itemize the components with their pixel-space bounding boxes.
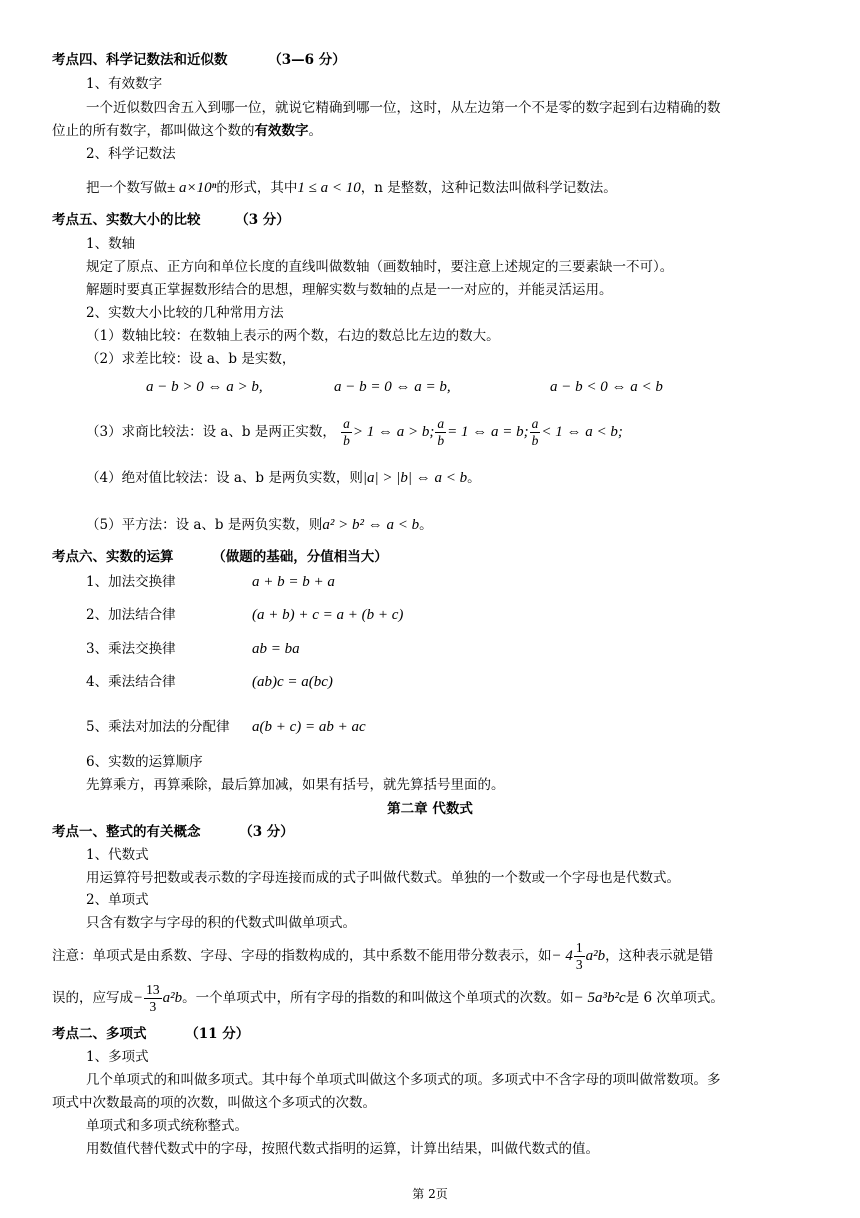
numerator: a xyxy=(343,416,350,431)
section-heading-ch2-2 xyxy=(52,1024,249,1044)
section-score: （3 分） xyxy=(239,824,294,840)
text-run: 。 xyxy=(419,517,433,533)
paragraph-line: 用运算符号把数或表示数的字母连接而成的式子叫做代数式。单独的一个数或一个字母也是代数式。 xyxy=(86,870,680,886)
law-name: 5、乘法对加法的分配律 xyxy=(86,719,230,735)
paragraph-line xyxy=(86,178,617,198)
method-line: （1）数轴比较：在数轴上表示的两个数，右边的数总比左边的数大。 xyxy=(86,328,500,344)
paragraph-line: 规定了原点、正方向和单位长度的直线叫做数轴（画数轴时，要注意上述规定的三要素缺一不可）。 xyxy=(86,259,674,275)
text-run: 注意：单项式是由系数、字母、字母的指数构成的，其中系数不能用带分数表示，如 xyxy=(52,948,552,964)
item-heading: 1、代数式 xyxy=(86,847,149,863)
text-run: 。 xyxy=(308,123,322,139)
text-run: 误的，应写成 xyxy=(52,990,133,1006)
method-line xyxy=(86,468,481,488)
item-heading: 2、科学记数法 xyxy=(86,146,176,162)
text-run: （5）平方法：设 a、b 是两负实数，则 xyxy=(86,517,323,533)
law-name: 3、乘法交换律 xyxy=(86,641,176,657)
text-run: 的形式，其中 xyxy=(216,180,298,196)
law-name: 1、加法交换律 xyxy=(86,574,176,590)
text-run: 位止的所有数字，都叫做这个数的 xyxy=(52,123,255,139)
denominator: 3 xyxy=(575,957,583,972)
method-line xyxy=(86,515,433,535)
denominator: 3 xyxy=(149,999,157,1014)
math-expr: − xyxy=(133,990,144,1006)
text-run: 是 6 次单项式。 xyxy=(625,990,724,1006)
numerator: a xyxy=(437,416,445,431)
math-expr: a − b < 0 ⇔ a < b xyxy=(550,379,663,395)
section-score: （3 分） xyxy=(235,212,290,228)
section-title: 考点四、科学记数法和近似数 xyxy=(52,52,228,68)
law-formula: (a + b) + c = a + (b + c) xyxy=(252,607,404,623)
fraction xyxy=(574,940,585,973)
item-heading: 1、数轴 xyxy=(86,236,136,252)
law-formula: ab = ba xyxy=(252,641,300,657)
numerator: a xyxy=(531,416,539,431)
law-formula: (ab)c = a(bc) xyxy=(252,674,333,690)
math-expr: a² > b² ⇔ a < b xyxy=(322,517,420,533)
section-score: （11 分） xyxy=(185,1026,250,1042)
math-expr: > 1 ⇔ a > b; xyxy=(352,424,435,440)
section-heading-6 xyxy=(52,547,388,567)
section-title: 考点五、实数大小的比较 xyxy=(52,212,201,228)
fraction xyxy=(144,982,162,1015)
math-expr: a²b xyxy=(162,990,183,1006)
paragraph-line: 项式中次数最高的项的次数，叫做这个多项式的次数。 xyxy=(52,1095,376,1111)
section-title: 考点二、多项式 xyxy=(52,1026,147,1042)
paragraph-line: 几个单项式的和叫做多项式。其中每个单项式叫做这个多项式的项。多项式中不含字母的项叫做常数项。多 xyxy=(86,1072,721,1088)
denominator: b xyxy=(437,433,445,448)
math-expr: = 1 ⇔ a = b; xyxy=(447,424,529,440)
paragraph-line xyxy=(52,121,322,141)
denominator: b xyxy=(343,433,350,448)
note-line xyxy=(52,938,713,974)
text-run: 。一个单项式中，所有字母的指数的和叫做这个单项式的次数。如 xyxy=(182,990,574,1006)
bold-term: 有效数字 xyxy=(254,123,309,139)
section-heading-5 xyxy=(52,210,290,230)
math-expr: − 5a³b²c xyxy=(573,990,626,1006)
section-score: （做题的基础，分值相当大） xyxy=(212,549,388,565)
chapter-heading: 第二章 代数式 xyxy=(387,801,473,817)
paragraph-line: 先算乘方，再算乘除，最后算加减，如果有括号，就先算括号里面的。 xyxy=(86,777,505,793)
text-run: ，n 是整数，这种记数法叫做科学记数法。 xyxy=(360,180,617,196)
math-expr: 1 ≤ a < 10 xyxy=(297,180,361,196)
text-run: 。 xyxy=(467,470,481,486)
method-line xyxy=(86,414,623,450)
page-number: 第 2页 xyxy=(412,1187,448,1201)
math-expr: ± a×10ⁿ xyxy=(167,180,217,196)
method-line: （2）求差比较：设 a、b 是实数， xyxy=(86,351,296,367)
section-heading-4 xyxy=(52,50,346,70)
section-title: 考点一、整式的有关概念 xyxy=(52,824,201,840)
math-expr: a − b > 0 ⇔ a > b, xyxy=(146,379,263,395)
math-expr: < 1 ⇔ a < b; xyxy=(541,424,623,440)
section-score: （3—6 分） xyxy=(268,52,346,68)
math-expr: − 4 xyxy=(551,948,573,964)
item-heading: 1、有效数字 xyxy=(86,76,163,92)
item-heading: 2、单项式 xyxy=(86,892,149,908)
paragraph-line: 解题时要真正掌握数形结合的思想，理解实数与数轴的点是一一对应的，并能灵活运用。 xyxy=(86,282,613,298)
section-heading-ch2-1 xyxy=(52,822,294,842)
law-name: 2、加法结合律 xyxy=(86,607,176,623)
fraction xyxy=(341,416,352,449)
numerator: 13 xyxy=(146,982,160,997)
text-run: （3）求商比较法：设 a、b 是两正实数， xyxy=(86,424,336,440)
fraction xyxy=(530,416,541,449)
paragraph-line: 只含有数字与字母的积的代数式叫做单项式。 xyxy=(86,915,356,931)
math-expr: |a| > |b| ⇔ a < b xyxy=(362,470,468,486)
note-line xyxy=(52,980,724,1016)
paragraph-line: 单项式和多项式统称整式。 xyxy=(86,1118,248,1134)
numerator: 1 xyxy=(575,940,583,955)
section-title: 考点六、实数的运算 xyxy=(52,549,174,565)
paragraph-line: 用数值代替代数式中的字母，按照代数式指明的运算，计算出结果，叫做代数式的值。 xyxy=(86,1141,599,1157)
text-run: （4）绝对值比较法：设 a、b 是两负实数，则 xyxy=(86,470,363,486)
math-expr: a − b = 0 ⇔ a = b, xyxy=(334,379,451,395)
law-formula: a(b + c) = ab + ac xyxy=(252,719,366,735)
math-expr: a²b xyxy=(585,948,606,964)
law-formula: a + b = b + a xyxy=(252,574,335,590)
paragraph-line: 一个近似数四舍五入到哪一位，就说它精确到哪一位，这时，从左边第一个不是零的数字起到右边精确的数 xyxy=(86,100,721,116)
text-run: 把一个数写做 xyxy=(86,180,167,196)
fraction xyxy=(435,416,446,449)
denominator: b xyxy=(531,433,539,448)
item-heading: 2、实数大小比较的几种常用方法 xyxy=(86,305,284,321)
item-heading: 6、实数的运算顺序 xyxy=(86,754,203,770)
item-heading: 1、多项式 xyxy=(86,1049,149,1065)
law-name: 4、乘法结合律 xyxy=(86,674,176,690)
text-run: ，这种表示就是错 xyxy=(605,948,714,964)
